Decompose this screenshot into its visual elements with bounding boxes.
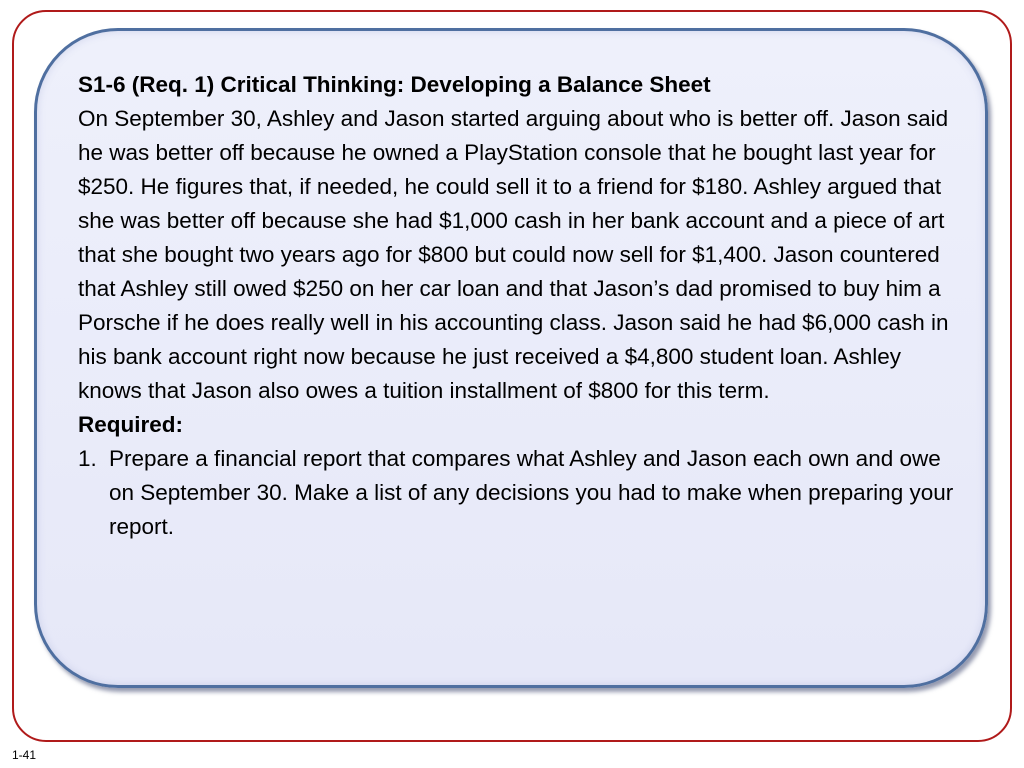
- problem-paragraph: On September 30, Ashley and Jason started arguing about who is better off. Jason said he was better off because he owned a PlayStation console that he bought last year for $250. He figures that, if needed, he could sell it to a friend for $180. Ashley argued that she was better off because she had $1,000 cash in her bank account and a piece of art that she bought two years ago for $800 but could now sell for $1,400. Jason countered that Ashley still owed $250 on her car loan and that Jason’s dad promised to buy him a Porsche if he does really well in his accounting class. Jason said he had $6,000 cash in his bank account right now because he just received a $4,800 student loan. Ashley knows that Jason also owes a tuition installment of $800 for this term.: [78, 106, 949, 403]
- requirement-text: Prepare a financial report that compares what Ashley and Jason each own and owe on September 30. Make a list of any decisions you had to make when preparing your report.: [109, 446, 954, 539]
- requirement-item: [78, 442, 958, 544]
- slide-number: 1-41: [12, 748, 37, 762]
- slide-heading: S1-6 (Req. 1) Critical Thinking: Developing a Balance Sheet: [78, 72, 711, 97]
- slide-text-block: [78, 68, 958, 544]
- required-label: Required:: [78, 412, 184, 437]
- requirement-number: 1.: [78, 446, 97, 471]
